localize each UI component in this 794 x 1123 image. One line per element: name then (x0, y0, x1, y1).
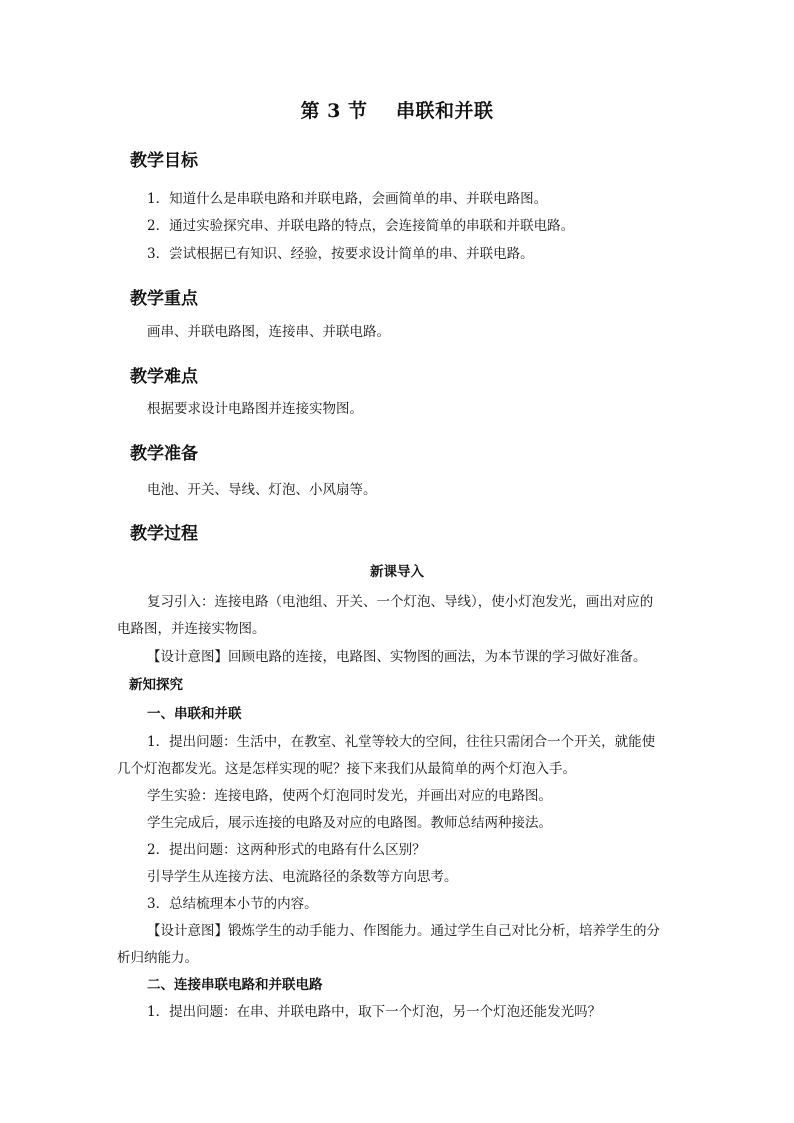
section-heading-objectives: 教学目标 (127, 150, 202, 172)
key-points-text: 画串、并联电路图，连接串、并联电路。 (147, 324, 390, 340)
paragraph-line: 1．提出问题：在串、并联电路中，取下一个灯泡，另一个灯泡还能发光吗？ (147, 1004, 602, 1020)
design-intent-line: 【设计意图】回顾电路的连接，电路图、实物图的画法，为本节课的学习做好准备。 (147, 649, 647, 665)
paragraph-line: 几个灯泡都发光。这是怎样实现的呢？接下来我们从最简单的两个灯泡入手。 (117, 761, 576, 777)
paragraph-line: 1．提出问题：生活中，在教室、礼堂等较大的空间，往往只需闭合一个开关，就能使 (147, 734, 656, 750)
subheading-connect-circuits: 二、连接串联电路和并联电路 (147, 977, 323, 993)
objective-item: 3．尝试根据已有知识、经验，按要求设计简单的串、并联电路。 (147, 246, 534, 262)
difficulties-text: 根据要求设计电路图并连接实物图。 (147, 401, 363, 417)
design-intent-line: 【设计意图】锻炼学生的动手能力、作图能力。通过学生自己对比分析，培养学生的分 (147, 923, 660, 939)
design-intent-line: 析归纳能力。 (117, 950, 198, 966)
subheading-explore: 新知探究 (129, 677, 183, 693)
section-heading-preparation: 教学准备 (127, 443, 202, 465)
subheading-intro: 新课导入 (370, 564, 424, 580)
objective-item: 2．通过实验探究串、并联电路的特点，会连接简单的串联和并联电路。 (147, 218, 575, 234)
paragraph-line: 电路图，并连接实物图。 (117, 621, 266, 637)
section-heading-key-points: 教学重点 (127, 288, 202, 310)
paragraph-line: 3．总结梳理本小节的内容。 (147, 896, 318, 912)
section-heading-process: 教学过程 (127, 523, 202, 545)
page-title: 第 3 节 串联和并联 (300, 100, 494, 122)
paragraph-line: 引导学生从连接方法、电流路径的条数等方向思考。 (147, 869, 458, 885)
paragraph-line: 复习引入：连接电路（电池组、开关、一个灯泡、导线），使小灯泡发光，画出对应的 (147, 594, 654, 610)
preparation-text: 电池、开关、导线、灯泡、小风扇等。 (147, 482, 377, 498)
paragraph-line: 学生完成后，展示连接的电路及对应的电路图。教师总结两种接法。 (147, 815, 552, 831)
objective-item: 1．知道什么是串联电路和并联电路，会画简单的串、并联电路图。 (147, 191, 548, 207)
paragraph-line: 2．提出问题：这两种形式的电路有什么区别？ (147, 842, 426, 858)
subheading-series-parallel: 一、串联和并联 (147, 706, 242, 722)
section-heading-difficulties: 教学难点 (127, 366, 202, 388)
paragraph-line: 学生实验：连接电路，使两个灯泡同时发光，并画出对应的电路图。 (147, 788, 552, 804)
